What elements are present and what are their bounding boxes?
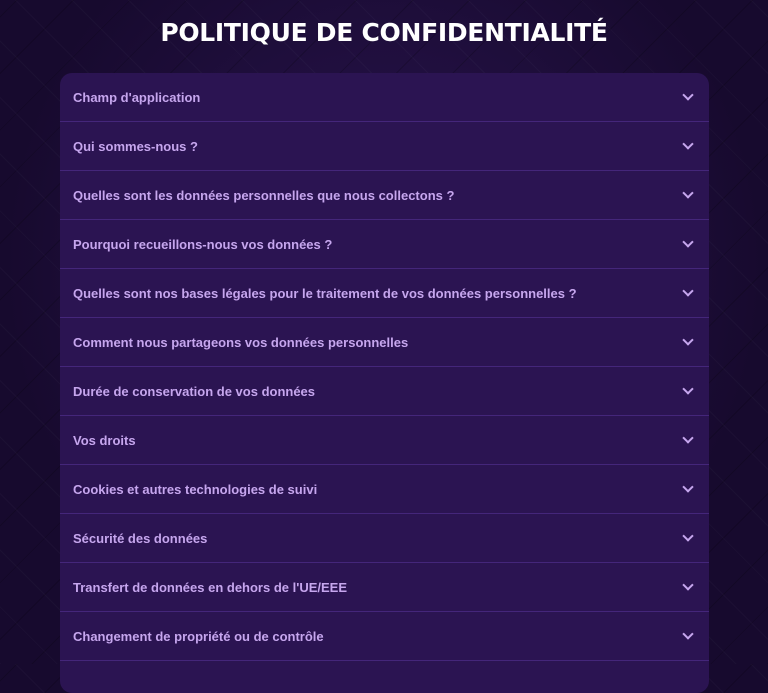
accordion-item-label: Vos droits	[73, 432, 136, 448]
accordion-item-label: Transfert de données en dehors de l'UE/EEE	[73, 579, 347, 595]
chevron-down-icon[interactable]	[682, 187, 693, 198]
accordion-item-label: Cookies et autres technologies de suivi	[73, 481, 318, 497]
accordion-item[interactable]	[60, 416, 709, 465]
accordion-item[interactable]	[60, 612, 709, 661]
chevron-down-icon[interactable]	[682, 628, 693, 639]
chevron-down-icon[interactable]	[682, 285, 693, 296]
accordion-item[interactable]	[60, 465, 709, 514]
accordion-item[interactable]	[60, 563, 709, 612]
accordion-item[interactable]	[60, 220, 709, 269]
accordion-item-label: Sécurité des données	[73, 530, 208, 546]
accordion-item-label: Quelles sont nos bases légales pour le traitement de vos données personnelles ?	[73, 285, 577, 301]
chevron-down-icon[interactable]	[682, 138, 693, 149]
page-title: POLITIQUE DE CONFIDENTIALITÉ	[160, 18, 608, 47]
accordion-item[interactable]	[60, 514, 709, 563]
accordion-item[interactable]	[60, 367, 709, 416]
accordion-item[interactable]	[60, 171, 709, 220]
accordion-item[interactable]	[60, 73, 709, 122]
chevron-down-icon[interactable]	[682, 334, 693, 345]
chevron-down-icon[interactable]	[682, 236, 693, 247]
chevron-down-icon[interactable]	[682, 383, 693, 394]
accordion-item[interactable]	[60, 318, 709, 367]
accordion-item[interactable]	[60, 269, 709, 318]
chevron-down-icon[interactable]	[682, 530, 693, 541]
chevron-down-icon[interactable]	[682, 579, 693, 590]
accordion-item-label: Pourquoi recueillons-nous vos données ?	[73, 236, 333, 252]
chevron-down-icon[interactable]	[682, 481, 693, 492]
accordion-item-label: Changement de propriété ou de contrôle	[73, 628, 324, 644]
chevron-down-icon[interactable]	[682, 432, 693, 443]
accordion-item-label: Comment nous partageons vos données personnelles	[73, 334, 409, 350]
accordion-item[interactable]	[60, 122, 709, 171]
privacy-accordion	[60, 73, 709, 693]
chevron-down-icon[interactable]	[682, 89, 693, 100]
accordion-item-label: Champ d'application	[73, 89, 201, 105]
accordion-item-label: Qui sommes-nous ?	[73, 138, 198, 154]
accordion-item-label: Quelles sont les données personnelles que nous collectons ?	[73, 187, 455, 203]
accordion-item-label: Durée de conservation de vos données	[73, 383, 316, 399]
